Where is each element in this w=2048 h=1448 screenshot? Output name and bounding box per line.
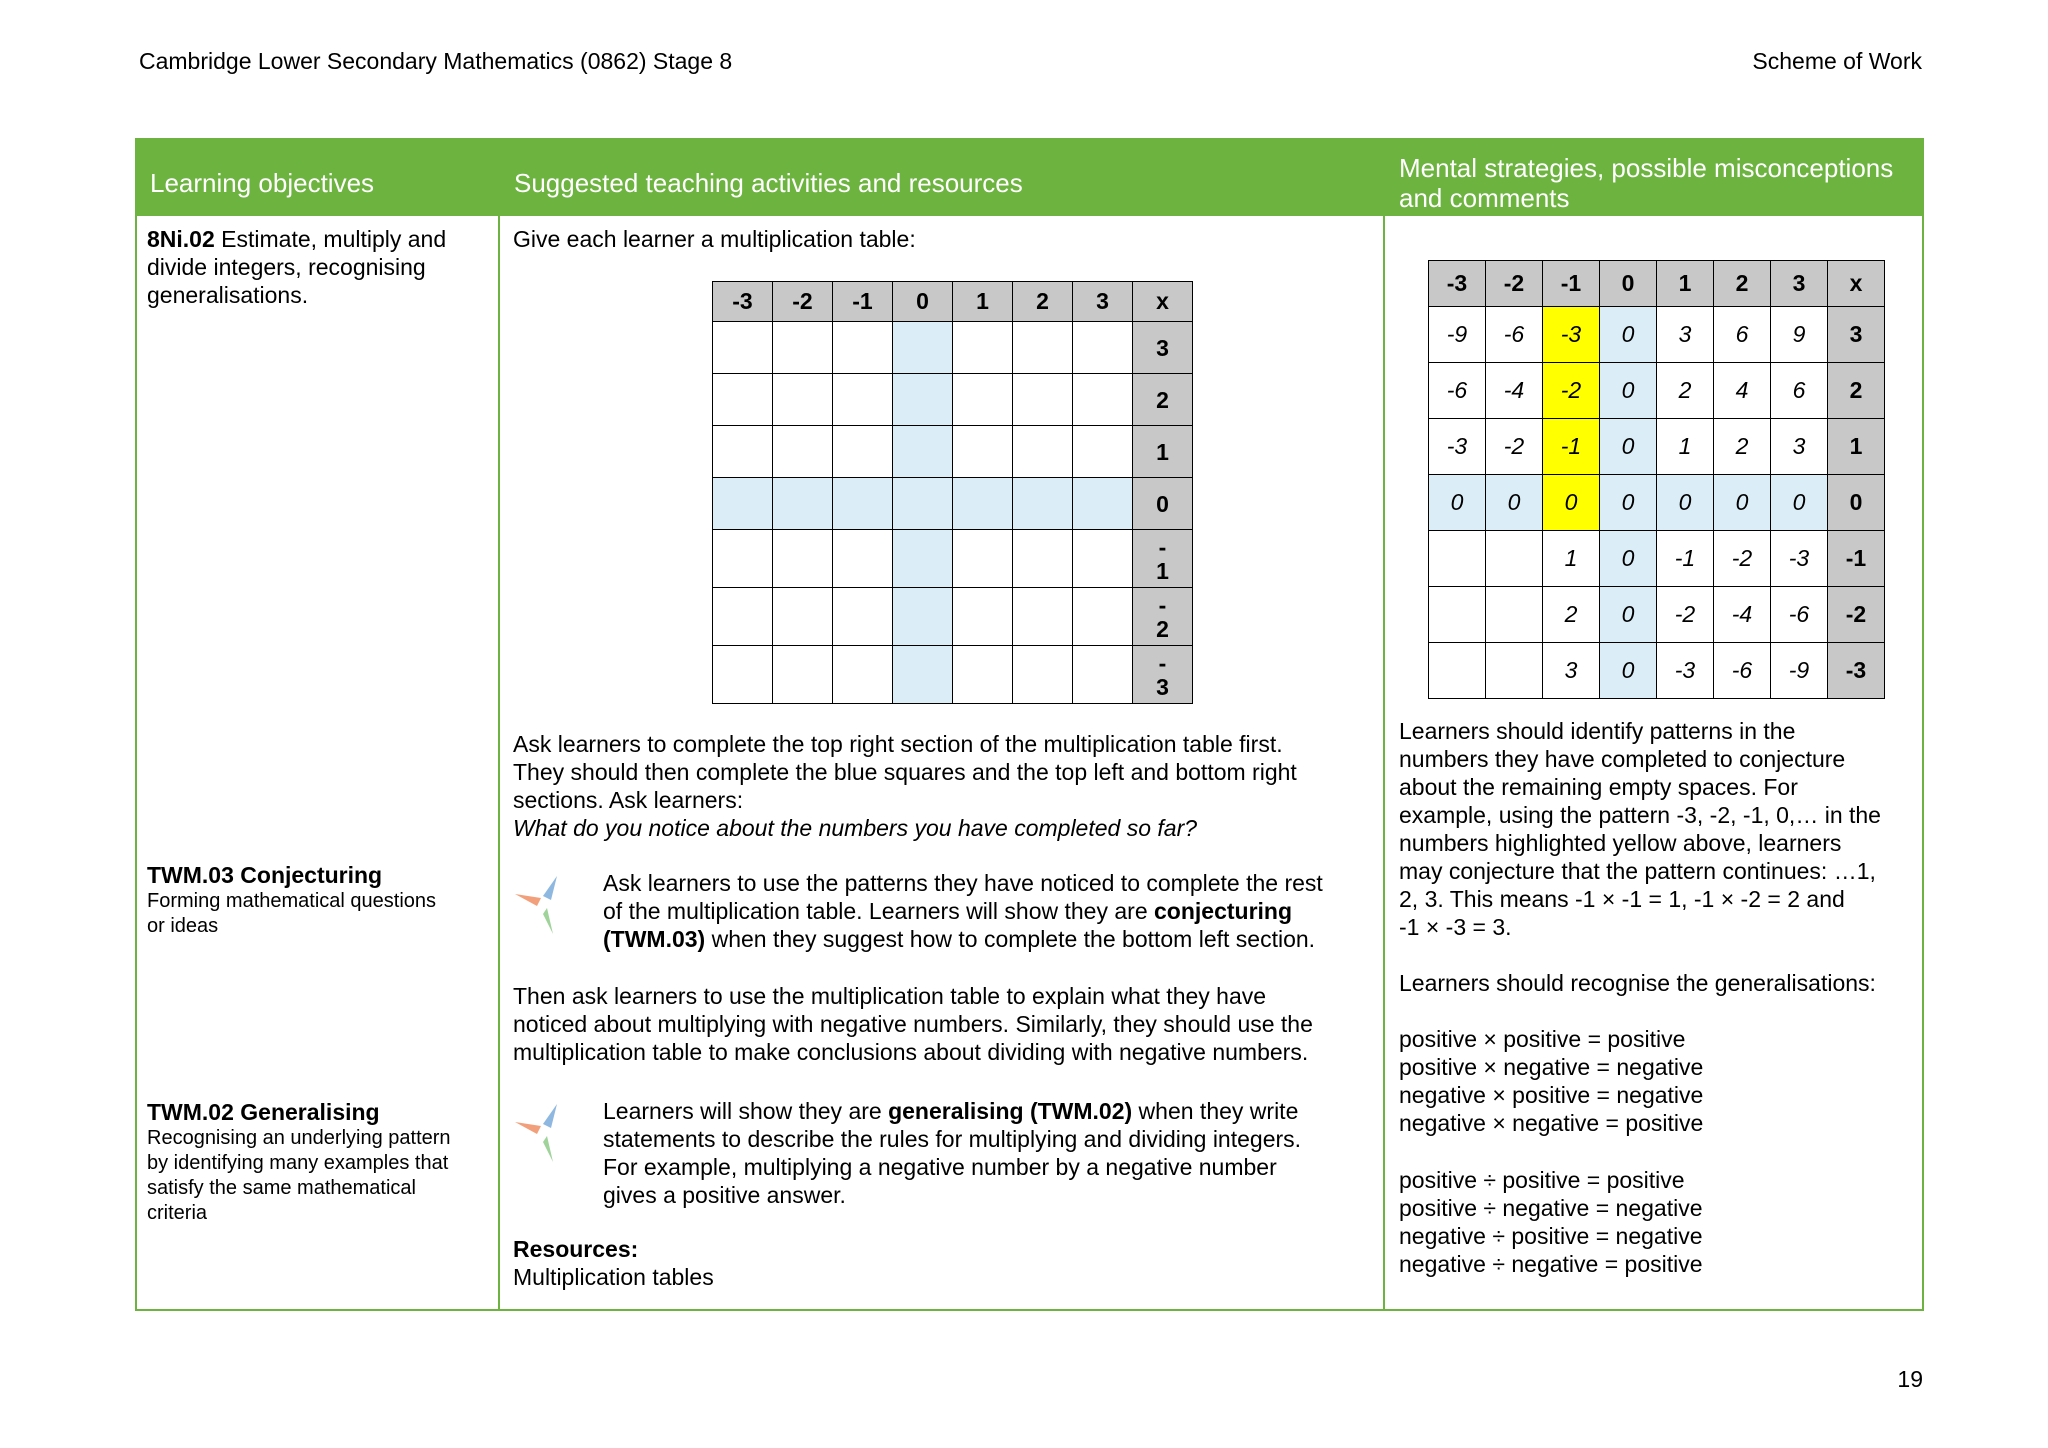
blank-table-cell[interactable] bbox=[713, 588, 773, 646]
column-divider bbox=[1383, 216, 1385, 1309]
activity-paragraph-1: Ask learners to complete the top right section of the multiplication table first. They should then complete the blue squares and the top left and bottom right sections. Ask learners: What do you notice about the numbers you have completed so far? bbox=[513, 731, 1297, 841]
filled-table-cell: 0 bbox=[1543, 475, 1600, 531]
blank-table-header-cell: 2 bbox=[1013, 282, 1073, 322]
filled-table-cell: 0 bbox=[1600, 587, 1657, 643]
filled-table-header-cell: 0 bbox=[1600, 261, 1657, 307]
filled-table-cell: 1 bbox=[1543, 531, 1600, 587]
filled-table-cell: -9 bbox=[1429, 307, 1486, 363]
blank-table-cell[interactable] bbox=[893, 322, 953, 374]
blank-table-row-label: 2 bbox=[1133, 374, 1193, 426]
filled-table-cell: -9 bbox=[1771, 643, 1828, 699]
blank-table-cell[interactable] bbox=[1073, 646, 1133, 704]
blank-table-cell[interactable] bbox=[773, 478, 833, 530]
filled-table-row-label: 2 bbox=[1828, 363, 1885, 419]
thinking-mathematically-icon bbox=[513, 1102, 573, 1168]
activity-conjecturing-note: Ask learners to use the patterns they have noticed to complete the rest of the multiplication table. Learners will show they are conjecturing (TWM.03) when they suggest how to complete the bottom left section. bbox=[603, 870, 1323, 952]
filled-table-row-label: -3 bbox=[1828, 643, 1885, 699]
filled-table-cell: 0 bbox=[1771, 475, 1828, 531]
comment-generalisations-intro: Learners should recognise the generalisations: bbox=[1399, 970, 1876, 996]
blank-table-cell[interactable] bbox=[713, 426, 773, 478]
blank-table-header-cell: -2 bbox=[773, 282, 833, 322]
blank-table-cell[interactable] bbox=[893, 646, 953, 704]
filled-table-cell bbox=[1486, 531, 1543, 587]
blank-table-cell[interactable] bbox=[773, 646, 833, 704]
blank-table-cell[interactable] bbox=[953, 322, 1013, 374]
filled-table-header-cell: -1 bbox=[1543, 261, 1600, 307]
column-divider bbox=[498, 216, 500, 1309]
blank-table-cell[interactable] bbox=[1013, 322, 1073, 374]
blank-table-cell[interactable] bbox=[893, 374, 953, 426]
blank-table-cell[interactable] bbox=[1013, 478, 1073, 530]
blank-table-cell[interactable] bbox=[1073, 588, 1133, 646]
blank-table-header-cell: 0 bbox=[893, 282, 953, 322]
filled-table-cell: 0 bbox=[1714, 475, 1771, 531]
blank-table-cell[interactable] bbox=[893, 588, 953, 646]
blank-table-cell[interactable] bbox=[1013, 646, 1073, 704]
filled-table-cell: -1 bbox=[1657, 531, 1714, 587]
blank-table-cell[interactable] bbox=[1073, 530, 1133, 588]
blank-table-cell[interactable] bbox=[953, 588, 1013, 646]
filled-table-cell: -4 bbox=[1486, 363, 1543, 419]
blank-table-cell[interactable] bbox=[713, 322, 773, 374]
blank-table-cell[interactable] bbox=[953, 426, 1013, 478]
blank-table-cell[interactable] bbox=[893, 426, 953, 478]
filled-table-cell bbox=[1429, 643, 1486, 699]
blank-table-cell[interactable] bbox=[953, 530, 1013, 588]
blank-multiplication-table bbox=[712, 281, 1193, 704]
blank-table-row-label: - 2 bbox=[1133, 588, 1193, 646]
blank-table-header-cell: 1 bbox=[953, 282, 1013, 322]
blank-table-cell[interactable] bbox=[953, 374, 1013, 426]
blank-table-cell[interactable] bbox=[833, 426, 893, 478]
filled-table-header-cell: -3 bbox=[1429, 261, 1486, 307]
resources-block: Resources: Multiplication tables bbox=[513, 1236, 714, 1290]
blank-table-header-cell: x bbox=[1133, 282, 1193, 322]
blank-table-cell[interactable] bbox=[833, 530, 893, 588]
blank-table-cell[interactable] bbox=[893, 478, 953, 530]
filled-table-cell: -1 bbox=[1543, 419, 1600, 475]
filled-table-cell: -6 bbox=[1429, 363, 1486, 419]
scheme-table bbox=[135, 138, 1924, 1311]
table-header-row bbox=[137, 140, 1922, 216]
filled-table-cell: -6 bbox=[1771, 587, 1828, 643]
filled-table-header-cell: 2 bbox=[1714, 261, 1771, 307]
blank-table-cell[interactable] bbox=[833, 322, 893, 374]
filled-table-cell: -3 bbox=[1771, 531, 1828, 587]
blank-table-cell[interactable] bbox=[953, 478, 1013, 530]
thinking-mathematically-icon bbox=[513, 874, 573, 940]
filled-table-header-cell: 3 bbox=[1771, 261, 1828, 307]
blank-table-row-label: 3 bbox=[1133, 322, 1193, 374]
filled-table-cell bbox=[1486, 587, 1543, 643]
blank-table-cell[interactable] bbox=[1073, 426, 1133, 478]
filled-table-header-cell: 1 bbox=[1657, 261, 1714, 307]
blank-table-cell[interactable] bbox=[1013, 588, 1073, 646]
filled-table-cell: -2 bbox=[1657, 587, 1714, 643]
filled-table-cell: 0 bbox=[1600, 307, 1657, 363]
blank-table-cell[interactable] bbox=[713, 646, 773, 704]
filled-table-cell: 0 bbox=[1600, 643, 1657, 699]
filled-table-cell: -3 bbox=[1543, 307, 1600, 363]
filled-table-cell: 9 bbox=[1771, 307, 1828, 363]
activity-question: What do you notice about the numbers you have completed so far? bbox=[513, 815, 1198, 841]
blank-table-cell[interactable] bbox=[773, 426, 833, 478]
activity-intro: Give each learner a multiplication table: bbox=[513, 226, 916, 252]
filled-table-cell bbox=[1429, 531, 1486, 587]
filled-table-cell: 0 bbox=[1657, 475, 1714, 531]
comment-conjecture: Learners should identify patterns in the numbers they have completed to conjecture about the remaining empty spaces. For example, using the pattern -3, -2, -1, 0,… in the numbers highlighted yellow above, learners may conjecture that the pattern continues: …1, 2, 3. This means -1 × -1 = 1, -1 × -2 = 2 and -1 × -3 = 3. bbox=[1399, 718, 1881, 940]
filled-table-cell: 2 bbox=[1657, 363, 1714, 419]
blank-table-cell[interactable] bbox=[773, 588, 833, 646]
filled-table-cell: 0 bbox=[1600, 419, 1657, 475]
activity-paragraph-2: Then ask learners to use the multiplication table to explain what they have noticed about multiplying with negative numbers. Similarly, they should use the multiplication table to make conclusions about dividing with negative numbers. bbox=[513, 983, 1313, 1065]
blank-table-header-cell: -3 bbox=[713, 282, 773, 322]
filled-table-cell: -3 bbox=[1429, 419, 1486, 475]
blank-table-header-cell: -1 bbox=[833, 282, 893, 322]
filled-table-cell: 0 bbox=[1486, 475, 1543, 531]
filled-table-cell: -3 bbox=[1657, 643, 1714, 699]
blank-table-cell[interactable] bbox=[773, 322, 833, 374]
blank-table-row-label: 0 bbox=[1133, 478, 1193, 530]
filled-table-cell: 2 bbox=[1543, 587, 1600, 643]
blank-table-cell[interactable] bbox=[713, 478, 773, 530]
objective-twm02: TWM.02 Generalising Recognising an underlying pattern by identifying many examples that satisfy the same mathematical criteria bbox=[147, 1099, 451, 1224]
blank-table-cell[interactable] bbox=[953, 646, 1013, 704]
filled-table-cell: 1 bbox=[1657, 419, 1714, 475]
filled-table-cell: 0 bbox=[1600, 475, 1657, 531]
filled-table-cell: -2 bbox=[1543, 363, 1600, 419]
blank-table-cell[interactable] bbox=[1073, 478, 1133, 530]
filled-table-cell: 0 bbox=[1600, 363, 1657, 419]
blank-table-row-label: - 3 bbox=[1133, 646, 1193, 704]
blank-table-cell[interactable] bbox=[833, 588, 893, 646]
objective-twm03: TWM.03 Conjecturing Forming mathematical questions or ideas bbox=[147, 862, 437, 937]
blank-table-header-cell: 3 bbox=[1073, 282, 1133, 322]
filled-table-cell: 3 bbox=[1657, 307, 1714, 363]
blank-table-cell[interactable] bbox=[1013, 530, 1073, 588]
blank-table-row-label: 1 bbox=[1133, 426, 1193, 478]
blank-table-cell[interactable] bbox=[713, 374, 773, 426]
objective-code: 8Ni.02 bbox=[147, 226, 215, 252]
filled-table-cell: 4 bbox=[1714, 363, 1771, 419]
blank-table-cell[interactable] bbox=[1013, 374, 1073, 426]
filled-table-cell: 0 bbox=[1429, 475, 1486, 531]
filled-table-row-label: 1 bbox=[1828, 419, 1885, 475]
filled-table-cell: 0 bbox=[1600, 531, 1657, 587]
filled-table-header-cell: x bbox=[1828, 261, 1885, 307]
col-header-activities: Suggested teaching activities and resources bbox=[514, 168, 1023, 198]
filled-table-cell: 3 bbox=[1771, 419, 1828, 475]
blank-table-row-label: - 1 bbox=[1133, 530, 1193, 588]
blank-table-cell[interactable] bbox=[833, 646, 893, 704]
blank-table-cell[interactable] bbox=[773, 374, 833, 426]
filled-table-header-cell: -2 bbox=[1486, 261, 1543, 307]
multiplication-rules: positive × positive = positive positive × negative = negative negative × positive = negative negative × negative = positive bbox=[1399, 1026, 1704, 1136]
filled-table-cell: 3 bbox=[1543, 643, 1600, 699]
blank-table-cell[interactable] bbox=[893, 530, 953, 588]
blank-table-cell[interactable] bbox=[1073, 374, 1133, 426]
blank-table-cell[interactable] bbox=[1073, 322, 1133, 374]
filled-table-cell: -4 bbox=[1714, 587, 1771, 643]
filled-table-cell: 6 bbox=[1714, 307, 1771, 363]
filled-table-cell: 6 bbox=[1771, 363, 1828, 419]
filled-table-cell bbox=[1486, 643, 1543, 699]
blank-table-cell[interactable] bbox=[773, 530, 833, 588]
filled-table-row-label: 3 bbox=[1828, 307, 1885, 363]
blank-table-cell[interactable] bbox=[833, 374, 893, 426]
doc-header-section: Scheme of Work bbox=[1752, 48, 1922, 74]
doc-header-title: Cambridge Lower Secondary Mathematics (0862) Stage 8 bbox=[139, 48, 733, 74]
activity-generalising-note: Learners will show they are generalising (TWM.02) when they write statements to describe the rules for multiplying and dividing integers. For example, multiplying a negative number by a negative number gives a positive answer. bbox=[603, 1098, 1302, 1208]
page-number: 19 bbox=[1897, 1366, 1923, 1392]
filled-table-cell bbox=[1429, 587, 1486, 643]
filled-table-cell: -2 bbox=[1486, 419, 1543, 475]
col-header-objectives: Learning objectives bbox=[150, 168, 375, 198]
filled-table-row-label: 0 bbox=[1828, 475, 1885, 531]
objective-8ni02: 8Ni.02 Estimate, multiply and divide integers, recognising generalisations. bbox=[147, 226, 447, 308]
col-header-comments: Mental strategies, possible misconceptions and comments bbox=[1399, 153, 1894, 213]
completed-multiplication-table bbox=[1428, 260, 1885, 699]
filled-table-cell: 2 bbox=[1714, 419, 1771, 475]
filled-table-row-label: -1 bbox=[1828, 531, 1885, 587]
division-rules: positive ÷ positive = positive positive ÷ negative = negative negative ÷ positive = negative negative ÷ negative = positive bbox=[1399, 1167, 1703, 1277]
filled-table-cell: -2 bbox=[1714, 531, 1771, 587]
filled-table-cell: -6 bbox=[1714, 643, 1771, 699]
blank-table-cell[interactable] bbox=[1013, 426, 1073, 478]
blank-table-cell[interactable] bbox=[713, 530, 773, 588]
filled-table-row-label: -2 bbox=[1828, 587, 1885, 643]
blank-table-cell[interactable] bbox=[833, 478, 893, 530]
filled-table-cell: -6 bbox=[1486, 307, 1543, 363]
